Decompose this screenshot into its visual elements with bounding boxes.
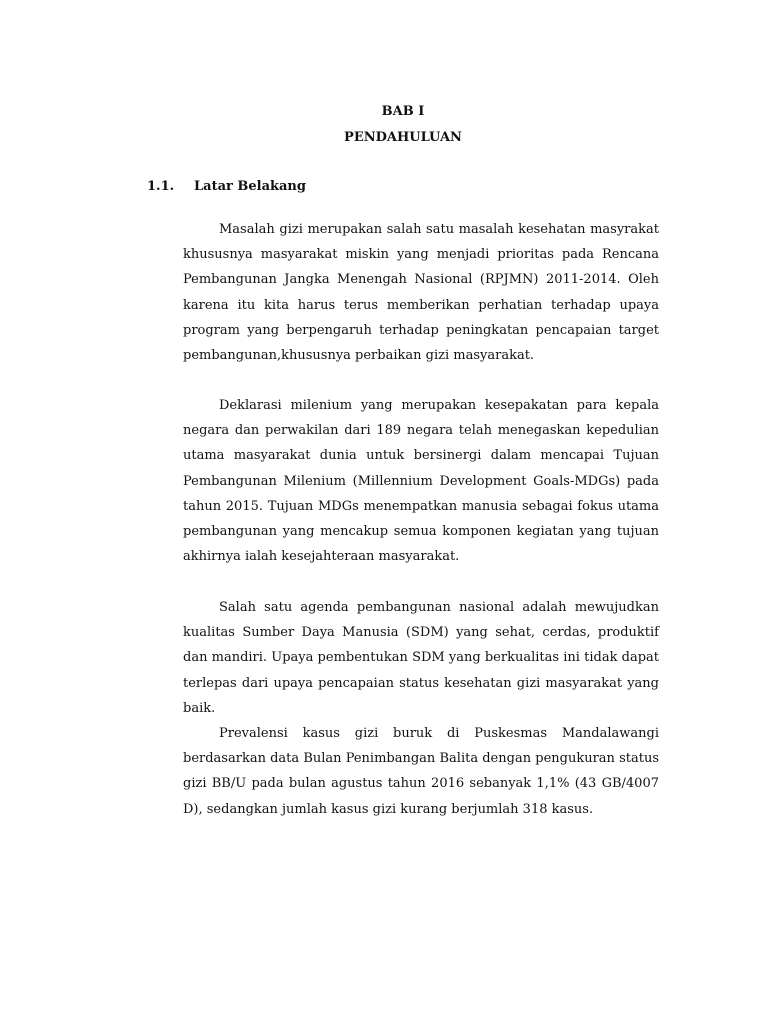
body-paragraph-2: Deklarasi milenium yang merupakan kesepakatan para kepala negara dan perwakilan dari 189 negara telah menegaskan kepedulian utama masyarakat dunia untuk bersinergi dalam mencapai Tujuan Pembangunan Milenium (Millennium Development Goals-MDGs) pada tahun 2015. Tujuan MDGs menempatkan manusia sebagai fokus utama pembangunan yang mencakup semua komponen kegiatan yang tujuan akhirnya ialah kesejahteraan masyarakat. bbox=[183, 398, 659, 565]
body-paragraph-1: Masalah gizi merupakan salah satu masalah kesehatan masyrakat khususnya masyarakat miskin yang menjadi prioritas pada Rencana Pembangunan Jangka Menengah Nasional (RPJMN) 2011-2014. Oleh karena itu kita harus terus memberikan perhatian terhadap upaya program yang berpengaruh terhadap peningkatan pencapaian target pembangunan,khususnya perbaikan gizi masyarakat. bbox=[183, 222, 659, 364]
chapter-title: PENDAHULUAN bbox=[344, 130, 462, 145]
body-paragraph-3: Salah satu agenda pembangunan nasional adalah mewujudkan kualitas Sumber Daya Manusia (SDM) yang sehat, cerdas, produktif dan mandiri. Upaya pembentukan SDM yang berkualitas ini tidak dapat terlepas dari upaya pencapaian status kesehatan gizi masyarakat yang baik. bbox=[183, 600, 659, 716]
section-title: Latar Belakang bbox=[194, 179, 306, 194]
section-number: 1.1. bbox=[147, 179, 175, 194]
body-paragraph-4: Prevalensi kasus gizi buruk di Puskesmas Mandalawangi berdasarkan data Bulan Penimbangan Balita dengan pengukuran status gizi BB/U pada bulan agustus tahun 2016 sebanyak 1,1% (43 GB/4007 D), sedangkan jumlah kasus gizi kurang berjumlah 318 kasus. bbox=[183, 726, 659, 817]
chapter-number: BAB I bbox=[381, 104, 425, 119]
